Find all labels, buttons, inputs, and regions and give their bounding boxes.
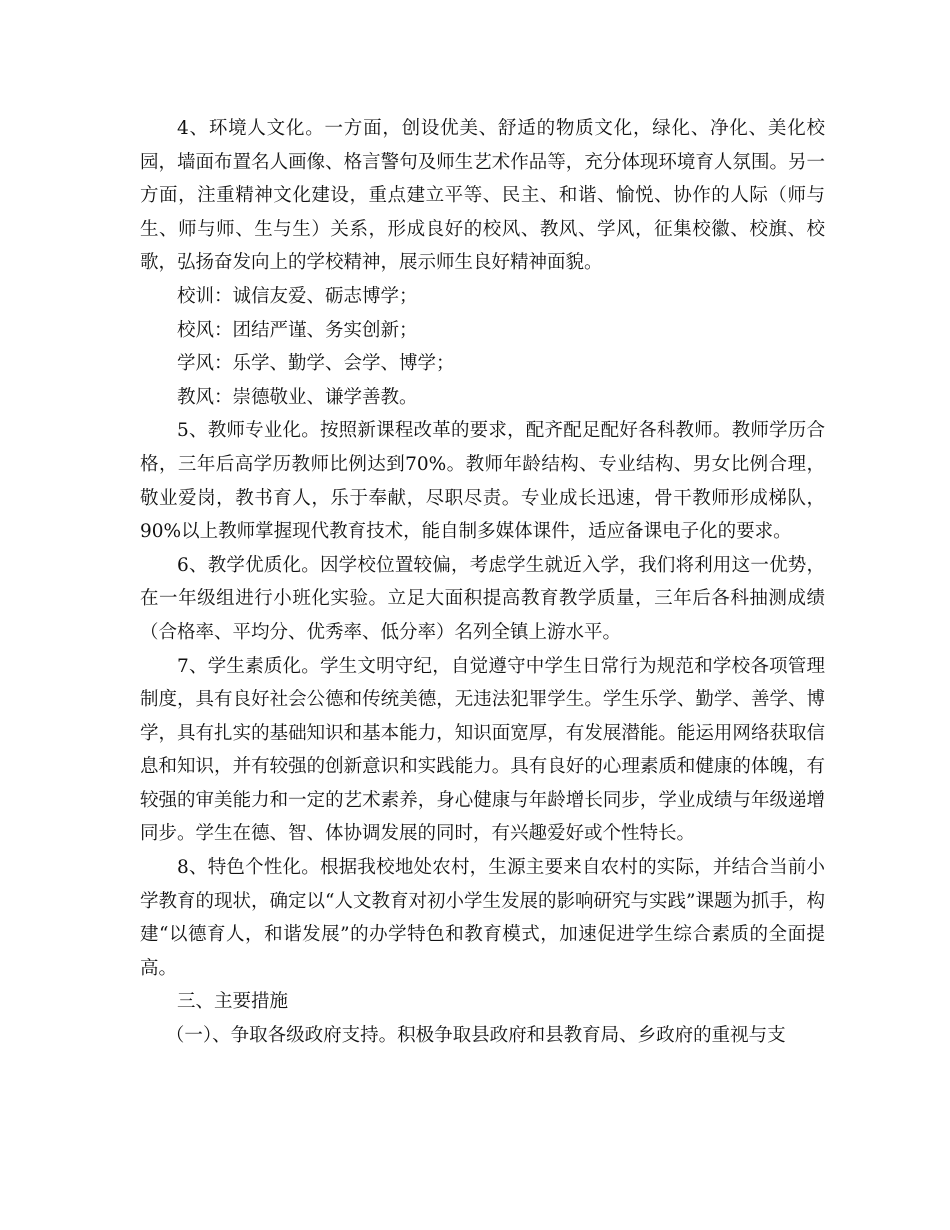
paragraph-environment-culture: 4、环境人文化。一方面，创设优美、舒适的物质文化，绿化、净化、美化校园，墙面布置名人画像、格言警句及师生艺术作品等，充分体现环境育人氛围。另一方面，注重精神文化建设，重点建立平等、民主、和谐、愉悦、协作的人际（师与生、师与师、生与生）关系，形成良好的校风、教风、学风，征集校徽、校旗、校歌，弘扬奋发向上的学校精神，展示师生良好精神面貌。 xyxy=(140,118,825,274)
paragraph-teaching-ethos: 教风：崇德敬业、谦学善教。 xyxy=(177,386,418,408)
paragraph-school-ethos: 校风：团结严谨、务实创新； xyxy=(177,319,418,341)
paragraph-teacher-professionalization: 5、教师专业化。按照新课程改革的要求，配齐配足配好各科教师。教师学历合格，三年后高学历教师比例达到70%。教师年龄结构、专业结构、男女比例合理，敬业爱岗，教书育人，乐于奉献，尽职尽责。专业成长迅速，骨干教师形成梯队，90%以上教师掌握现代教育技术，能自制多媒体课件，适应备课电子化的要求。 xyxy=(140,420,825,543)
paragraph-teaching-quality: 6、教学优质化。因学校位置较偏，考虑学生就近入学，我们将利用这一优势，在一年级组进行小班化实验。立足大面积提高教育教学质量，三年后各科抽测成绩（合格率、平均分、优秀率、低分率）名列全镇上游水平。 xyxy=(140,554,825,643)
paragraph-distinctive-features: 8、特色个性化。根据我校地处农村，生源主要来自农村的实际，并结合当前小学教育的现状，确定以“人文教育对初小学生发展的影响研究与实践”课题为抓手，构建“以德育人，和谐发展”的办学特色和教育模式，加速促进学生综合素质的全面提高。 xyxy=(140,857,825,979)
paragraph-study-ethos: 学风：乐学、勤学、会学、博学； xyxy=(177,353,455,375)
paragraph-school-motto: 校训：诚信友爱、砺志博学； xyxy=(177,285,418,307)
paragraph-government-support: （一）、争取各级政府支持。积极争取县政府和县教育局、乡政府的重视与支 xyxy=(165,1025,786,1047)
paragraph-student-quality: 7、学生素质化。学生文明守纪，自觉遵守中学生日常行为规范和学校各项管理制度，具有良好社会公德和传统美德，无违法犯罪学生。学生乐学、勤学、善学、博学，具有扎实的基础知识和基本能力，知识面宽厚，有发展潜能。能运用网络获取信息和知识，并有较强的创新意识和实践能力。具有良好的心理素质和健康的体魄，有较强的审美能力和一定的艺术素养，身心健康与年龄增长同步，学业成绩与年级递增同步。学生在德、智、体协调发展的同时，有兴趣爱好或个性特长。 xyxy=(140,655,825,845)
section-heading-main-measures: 三、主要措施 xyxy=(177,991,289,1013)
document-page xyxy=(140,112,825,1053)
